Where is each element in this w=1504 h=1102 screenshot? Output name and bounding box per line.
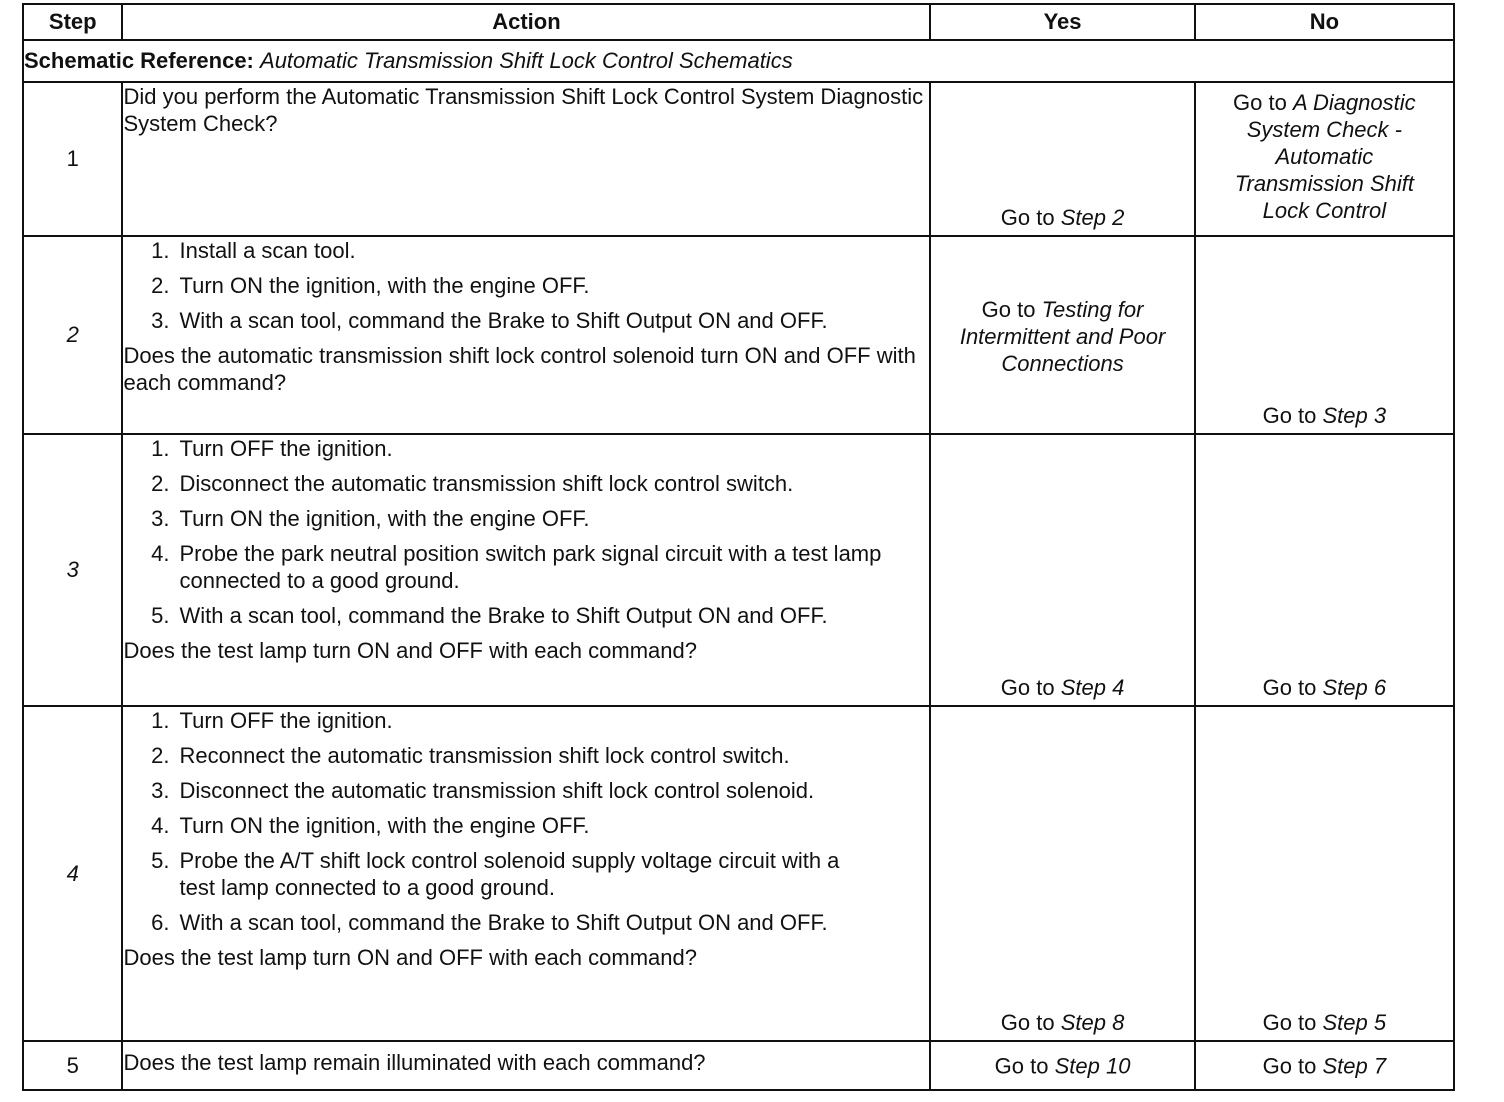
yes-cell — [930, 236, 1194, 434]
table-row — [23, 236, 1454, 434]
procedure-step: 2. Disconnect the automatic transmission shift lock control switch. — [151, 471, 794, 496]
schematic-reference — [23, 40, 1454, 82]
procedure-step: 2. Reconnect the automatic transmission shift lock control switch. — [151, 743, 790, 768]
procedure-step: 3. Disconnect the automatic transmission shift lock control solenoid. — [151, 778, 815, 803]
yes-cell — [930, 706, 1194, 1041]
yes-prefix: Go to — [994, 1053, 1055, 1078]
step-number: 2 — [23, 236, 122, 434]
action-question: Did you perform the Automatic Transmission Shift Lock Control System Diagnostic System Check? — [123, 84, 924, 136]
procedure-step: 1. Turn OFF the ignition. — [151, 708, 393, 733]
action-question: Does the test lamp turn ON and OFF with each command? — [123, 638, 697, 663]
step-number: 4 — [23, 706, 122, 1041]
procedure-step: 2. Turn ON the ignition, with the engine OFF. — [151, 273, 590, 298]
procedure-step: 4. Turn ON the ignition, with the engine OFF. — [151, 813, 590, 838]
header-no: No — [1195, 4, 1454, 40]
no-link[interactable]: Step 7 — [1322, 1053, 1387, 1078]
action-cell — [122, 706, 930, 1041]
action-cell — [122, 236, 930, 434]
no-cell — [1195, 236, 1454, 434]
action-question: Does the automatic transmission shift lock control solenoid turn ON and OFF with each command? — [123, 343, 916, 395]
header-row — [23, 4, 1454, 40]
procedure-step: 4. Probe the park neutral position switch park signal circuit with a test lamp connected to a good ground. — [151, 541, 882, 593]
procedure-step: 3. Turn ON the ignition, with the engine OFF. — [151, 506, 590, 531]
header-yes: Yes — [930, 4, 1194, 40]
step-number: 1 — [23, 82, 122, 236]
table-row — [23, 1041, 1454, 1090]
procedure-step: 1. Turn OFF the ignition. — [151, 436, 393, 461]
table-row — [23, 706, 1454, 1041]
no-cell — [1195, 706, 1454, 1041]
action-question: Does the test lamp remain illuminated with each command? — [123, 1050, 706, 1075]
header-step: Step — [23, 4, 122, 40]
no-prefix: Go to — [1262, 403, 1323, 428]
no-prefix: Go to — [1262, 1053, 1323, 1078]
yes-link[interactable]: Step 4 — [1060, 675, 1125, 700]
yes-link[interactable]: Step 8 — [1060, 1010, 1125, 1035]
no-cell — [1195, 434, 1454, 706]
no-cell — [1195, 1041, 1454, 1090]
yes-prefix: Go to — [1000, 1010, 1061, 1035]
step-number: 5 — [23, 1041, 122, 1090]
no-prefix: Go to — [1262, 675, 1323, 700]
procedure-step: 5. Probe the A/T shift lock control solenoid supply voltage circuit with a test lamp connected to a good ground. — [151, 848, 840, 900]
yes-cell — [930, 434, 1194, 706]
step-number: 3 — [23, 434, 122, 706]
procedure-step: 6. With a scan tool, command the Brake to Shift Output ON and OFF. — [151, 910, 828, 935]
schematic-reference-label: Schematic Reference: — [24, 48, 254, 73]
yes-cell — [930, 1041, 1194, 1090]
yes-prefix: Go to — [1000, 675, 1061, 700]
yes-prefix: Go to — [1000, 205, 1061, 230]
table-row — [23, 434, 1454, 706]
header-action: Action — [122, 4, 930, 40]
no-link[interactable]: A Diagnostic System Check - Automatic Transmission Shift Lock Control — [1234, 90, 1416, 223]
yes-prefix: Go to — [981, 297, 1042, 323]
action-question: Does the test lamp turn ON and OFF with each command? — [123, 945, 697, 970]
yes-link[interactable]: Step 2 — [1060, 205, 1125, 230]
procedure-list — [123, 435, 929, 629]
no-link[interactable]: Step 6 — [1322, 675, 1387, 700]
no-link[interactable]: Step 5 — [1322, 1010, 1387, 1035]
procedure-step: 5. With a scan tool, command the Brake to Shift Output ON and OFF. — [151, 603, 828, 628]
procedure-list — [123, 237, 929, 334]
schematic-reference-link[interactable]: Automatic Transmission Shift Lock Control Schematics — [260, 48, 793, 73]
action-cell — [122, 1041, 930, 1090]
no-prefix: Go to — [1262, 1010, 1323, 1035]
procedure-step: 1. Install a scan tool. — [151, 238, 356, 263]
no-link[interactable]: Step 3 — [1322, 403, 1387, 428]
procedure-list — [123, 707, 929, 936]
yes-link[interactable]: Step 10 — [1054, 1053, 1131, 1078]
action-cell — [122, 82, 930, 236]
yes-link[interactable]: Testing for Intermittent and Poor Connections — [959, 297, 1166, 377]
action-cell — [122, 434, 930, 706]
diagnostic-table — [22, 3, 1455, 1091]
table-row — [23, 82, 1454, 236]
procedure-step: 3. With a scan tool, command the Brake to Shift Output ON and OFF. — [151, 308, 828, 333]
no-cell — [1195, 82, 1454, 236]
yes-cell — [930, 82, 1194, 236]
schematic-reference-row — [23, 40, 1454, 82]
no-prefix: Go to — [1233, 90, 1293, 115]
